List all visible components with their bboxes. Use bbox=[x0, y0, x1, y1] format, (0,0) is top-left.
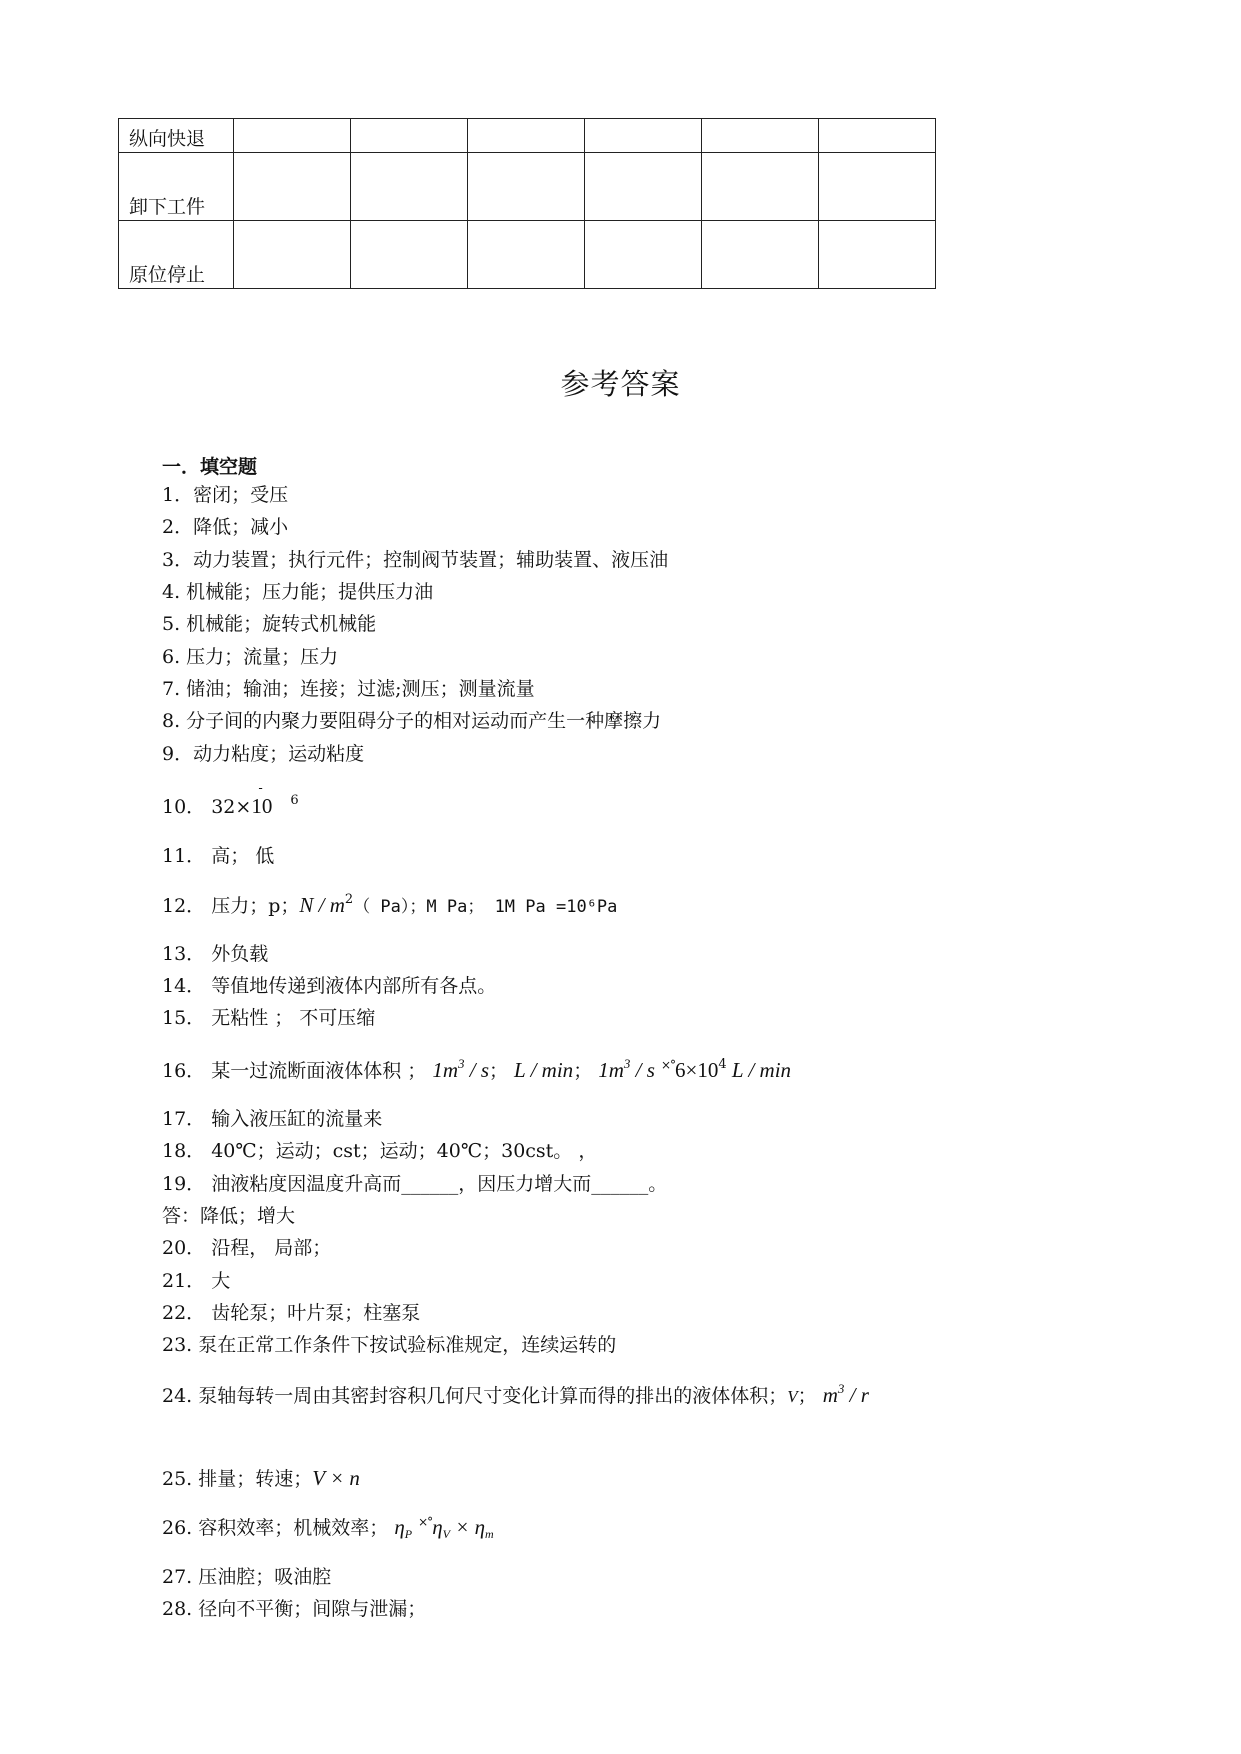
unit-part: / r bbox=[844, 1383, 869, 1407]
eta-symbol: η bbox=[432, 1515, 443, 1539]
answer-line: 7. 储油；输油；连接；过滤;测压；测量流量 bbox=[162, 678, 535, 700]
answer-line-26 bbox=[162, 1516, 494, 1539]
symbol-glyph: ×° bbox=[418, 1515, 433, 1529]
answer-line: 18． 40℃；运动；cst；运动；40℃；30cst。 ， bbox=[162, 1140, 598, 1162]
answer-line: 答：降低；增大 bbox=[162, 1205, 296, 1227]
text: 26. 容积效率；机械效率； bbox=[162, 1517, 389, 1539]
unit-part: 1m bbox=[598, 1058, 624, 1082]
unit-part: 1m bbox=[432, 1058, 458, 1082]
answer-line: 21． 大 bbox=[162, 1270, 231, 1292]
text: （ Pa）；M Pa； 1M Pa =10⁶Pa bbox=[353, 897, 618, 917]
unit-formula: N / m bbox=[299, 893, 345, 917]
table-cell bbox=[468, 119, 585, 153]
separator: ； bbox=[797, 1385, 817, 1407]
answer-line: 23. 泵在正常工作条件下按试验标准规定，连续运转的 bbox=[162, 1334, 617, 1356]
table-cell bbox=[585, 153, 702, 221]
unit-formula bbox=[598, 1058, 655, 1082]
operator: × bbox=[449, 1515, 475, 1539]
table-cell bbox=[351, 153, 468, 221]
table-row bbox=[119, 119, 936, 153]
table-cell bbox=[585, 221, 702, 289]
table-cell bbox=[234, 221, 351, 289]
answer-line-16: 16． 某一过流断面液体体积 ； $1m^3$ / s； L / min； $1m^3$ / s $^{\times^\circ}6\times 10^4$ L / min bbox=[162, 1056, 792, 1082]
answer-line: 13． 外负载 bbox=[162, 943, 269, 965]
page-title: 参考答案 bbox=[560, 367, 681, 401]
unit-part: / s bbox=[630, 1058, 655, 1082]
answer-line-10 bbox=[162, 781, 299, 818]
text: 24. 泵轴每转一周由其密封容积几何尺寸变化计算而得的排出的液体体积； bbox=[162, 1385, 788, 1407]
answer-line: 1．密闭；受压 bbox=[162, 484, 289, 506]
answer-line-24 bbox=[162, 1381, 869, 1408]
answer-line: 6. 压力；流量；压力 bbox=[162, 646, 339, 668]
answer-line: 14． 等值地传递到液体内部所有各点。 bbox=[162, 975, 497, 997]
table-cell bbox=[234, 119, 351, 153]
table-cell bbox=[468, 153, 585, 221]
exponent: 3 bbox=[837, 1381, 845, 1396]
minus-sign: - bbox=[258, 781, 263, 796]
symbol-glyph: ×° bbox=[660, 1058, 676, 1072]
text: 12． 压力；p； bbox=[162, 895, 300, 917]
formula bbox=[394, 1515, 412, 1539]
answer-line: 2．降低；减小 bbox=[162, 516, 289, 538]
table-cell bbox=[585, 119, 702, 153]
unit-formula bbox=[432, 1058, 489, 1082]
exponent: 3 bbox=[623, 1056, 631, 1071]
exponent: 3 bbox=[457, 1056, 465, 1071]
answer-line: 8. 分子间的内聚力要阻碍分子的相对运动而产生一种摩擦力 bbox=[162, 710, 662, 732]
unit-part: m bbox=[822, 1383, 838, 1407]
formula bbox=[432, 1515, 494, 1539]
process-table bbox=[118, 118, 936, 289]
answer-line: 5. 机械能；旋转式机械能 bbox=[162, 613, 377, 635]
table-cell bbox=[702, 221, 819, 289]
table-row bbox=[119, 221, 936, 289]
row-label: 卸下工件 bbox=[119, 153, 234, 221]
symbol: V bbox=[787, 1387, 798, 1406]
table-cell bbox=[702, 153, 819, 221]
exponent: 2 bbox=[344, 892, 354, 907]
text: 25. 排量；转速； bbox=[162, 1468, 313, 1490]
answer-line: 28. 径向不平衡；间隙与泄漏； bbox=[162, 1598, 427, 1620]
table-cell bbox=[234, 153, 351, 221]
table-cell bbox=[351, 221, 468, 289]
table-row bbox=[119, 153, 936, 221]
answer-line: 20． 沿程， 局部； bbox=[162, 1237, 332, 1259]
unit-part: / s bbox=[464, 1058, 489, 1082]
table-cell bbox=[702, 119, 819, 153]
number: 6×10 bbox=[675, 1058, 719, 1082]
answer-line: 17． 输入液压缸的流量来 bbox=[162, 1108, 383, 1130]
exponent: 6 bbox=[290, 793, 299, 808]
answer-line: 27. 压油腔；吸油腔 bbox=[162, 1566, 332, 1588]
text: 10． 32× bbox=[162, 796, 252, 818]
answer-line: 3．动力装置；执行元件；控制阀节装置；辅助装置、液压油 bbox=[162, 549, 669, 571]
subscript: P bbox=[404, 1527, 413, 1541]
unit-formula bbox=[823, 1383, 869, 1407]
eta-symbol: η bbox=[474, 1515, 486, 1539]
formula: V × n bbox=[312, 1466, 360, 1490]
exponent: 4 bbox=[718, 1057, 727, 1072]
table-cell bbox=[819, 221, 936, 289]
row-label: 原位停止 bbox=[119, 221, 234, 289]
subscript: V bbox=[442, 1527, 450, 1541]
row-label: 纵向快退 bbox=[119, 119, 234, 153]
math-base: 10 bbox=[251, 794, 273, 818]
text: 16． 某一过流断面液体体积 ； bbox=[162, 1060, 427, 1082]
section-heading: 一．填空题 bbox=[162, 456, 258, 478]
subscript: m bbox=[485, 1527, 494, 1541]
answer-line-12 bbox=[162, 894, 617, 918]
table-cell bbox=[468, 221, 585, 289]
table-cell bbox=[351, 119, 468, 153]
table-cell bbox=[819, 119, 936, 153]
eta-symbol: η bbox=[394, 1515, 405, 1539]
answer-line: 19． 油液粘度因温度升高而______，因压力增大而______。 bbox=[162, 1173, 668, 1195]
answer-line: 4. 机械能；压力能；提供压力油 bbox=[162, 581, 434, 603]
answer-line: 9．动力粘度；运动粘度 bbox=[162, 743, 365, 765]
answer-line-25 bbox=[162, 1467, 360, 1490]
unit-formula: L / min bbox=[726, 1058, 792, 1082]
answer-line: 11． 高； 低 bbox=[162, 845, 275, 867]
answer-line: 15． 无粘性 ； 不可压缩 bbox=[162, 1007, 376, 1029]
answer-line: 22． 齿轮泵；叶片泵；柱塞泵 bbox=[162, 1302, 421, 1324]
table-cell bbox=[819, 153, 936, 221]
unit-formula: L / min bbox=[514, 1058, 574, 1082]
